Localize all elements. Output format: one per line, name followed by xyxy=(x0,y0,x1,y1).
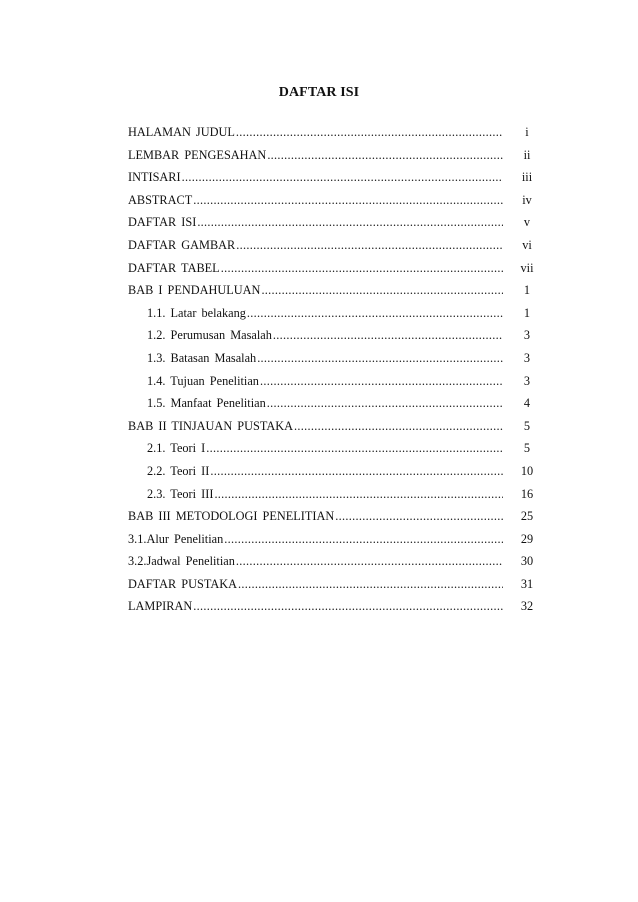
table-of-contents xyxy=(128,121,542,618)
toc-entry-page: v xyxy=(523,215,531,230)
page-title: DAFTAR ISI xyxy=(278,85,360,100)
toc-entry-bab-2 xyxy=(128,415,542,438)
dot-leader xyxy=(221,257,503,279)
dot-leader xyxy=(267,392,503,414)
dot-leader xyxy=(294,415,503,437)
toc-entry-1-5 xyxy=(128,392,542,415)
toc-entry-lembar-pengesahan xyxy=(128,144,542,167)
dot-leader xyxy=(206,437,503,459)
toc-entry-label: HALAMAN JUDUL xyxy=(128,125,235,139)
toc-entry-1-2 xyxy=(128,324,542,347)
toc-entry-label: 2.3. Teori III xyxy=(147,486,214,501)
dot-leader xyxy=(214,483,503,505)
dot-leader xyxy=(236,234,503,256)
toc-entry-label: 2.1. Teori I xyxy=(147,441,206,456)
toc-entry-intisari xyxy=(128,166,542,189)
toc-entry-lampiran xyxy=(128,595,542,618)
toc-entry-label: BAB III METODOLOGI PENELITIAN xyxy=(128,509,335,524)
toc-entry-daftar-pustaka xyxy=(128,573,542,596)
toc-entry-page: 5 xyxy=(523,441,531,456)
toc-entry-label: BAB I PENDAHULUAN xyxy=(128,283,261,298)
toc-entry-label: 3.1.Alur Penelitian xyxy=(128,531,224,546)
toc-entry-2-3 xyxy=(128,483,542,506)
toc-entry-label: 1.1. Latar belakang xyxy=(147,305,246,320)
toc-entry-2-1 xyxy=(128,437,542,460)
toc-entry-page: 16 xyxy=(520,486,534,501)
dot-leader xyxy=(236,121,503,143)
toc-entry-label: DAFTAR GAMBAR xyxy=(128,237,236,252)
toc-entry-abstract xyxy=(128,189,542,212)
dot-leader xyxy=(193,189,503,211)
toc-entry-page: 3 xyxy=(523,328,531,343)
dot-leader xyxy=(193,595,503,617)
toc-entry-page: vii xyxy=(520,260,534,275)
toc-entry-page: ii xyxy=(523,147,531,162)
dot-leader xyxy=(260,370,503,392)
dot-leader xyxy=(257,347,503,369)
toc-entry-page: 3 xyxy=(523,350,531,365)
toc-entry-page: vi xyxy=(522,237,532,252)
toc-entry-daftar-tabel xyxy=(128,257,542,280)
toc-entry-page: 5 xyxy=(523,418,531,433)
toc-entry-label: 2.2. Teori II xyxy=(147,463,210,478)
toc-entry-label: 3.2.Jadwal Penelitian xyxy=(128,554,235,569)
toc-entry-label: 1.4. Tujuan Penelitian xyxy=(147,373,259,388)
toc-entry-label: 1.3. Batasan Masalah xyxy=(147,350,257,365)
dot-leader xyxy=(273,324,503,346)
dot-leader xyxy=(267,144,503,166)
toc-entry-page: 1 xyxy=(523,283,531,298)
dot-leader xyxy=(224,528,503,550)
dot-leader xyxy=(238,573,503,595)
toc-entry-label: 1.5. Manfaat Penelitian xyxy=(147,396,266,411)
toc-entry-bab-3 xyxy=(128,505,542,528)
toc-entry-page: iii xyxy=(521,170,533,185)
toc-entry-page: iv xyxy=(522,192,532,207)
toc-entry-1-4 xyxy=(128,370,542,393)
toc-entry-label: DAFTAR PUSTAKA xyxy=(128,576,238,591)
toc-entry-3-2 xyxy=(128,550,542,573)
dot-leader xyxy=(182,166,503,188)
toc-entry-page: 30 xyxy=(520,554,534,569)
toc-entry-halaman-judul xyxy=(128,121,542,144)
toc-entry-page: 3 xyxy=(523,373,531,388)
toc-entry-page: i xyxy=(525,125,529,139)
toc-entry-label: ABSTRACT xyxy=(128,192,193,207)
toc-entry-1-1 xyxy=(128,302,542,325)
toc-entry-page: 29 xyxy=(520,531,534,546)
toc-entry-2-2 xyxy=(128,460,542,483)
dot-leader xyxy=(335,505,503,527)
toc-entry-label: BAB II TINJAUAN PUSTAKA xyxy=(128,418,293,433)
toc-entry-page: 10 xyxy=(520,463,534,478)
toc-entry-3-1 xyxy=(128,528,542,551)
dot-leader xyxy=(236,550,503,572)
toc-entry-label: LEMBAR PENGESAHAN xyxy=(128,147,267,162)
toc-entry-label: DAFTAR TABEL xyxy=(128,260,220,275)
toc-entry-label: INTISARI xyxy=(128,170,181,185)
toc-entry-daftar-isi xyxy=(128,211,542,234)
toc-entry-label: LAMPIRAN xyxy=(128,599,193,614)
toc-entry-page: 32 xyxy=(520,599,534,614)
toc-entry-1-3 xyxy=(128,347,542,370)
toc-entry-page: 1 xyxy=(523,305,531,320)
dot-leader xyxy=(210,460,503,482)
dot-leader xyxy=(197,211,503,233)
dot-leader xyxy=(247,302,503,324)
dot-leader xyxy=(261,279,503,301)
toc-entry-label: 1.2. Perumusan Masalah xyxy=(147,328,272,343)
toc-entry-page: 4 xyxy=(523,396,531,411)
toc-entry-label: DAFTAR ISI xyxy=(128,215,197,230)
toc-entry-page: 31 xyxy=(520,576,534,591)
toc-entry-page: 25 xyxy=(520,509,534,524)
toc-entry-bab-1 xyxy=(128,279,542,302)
toc-entry-daftar-gambar xyxy=(128,234,542,257)
